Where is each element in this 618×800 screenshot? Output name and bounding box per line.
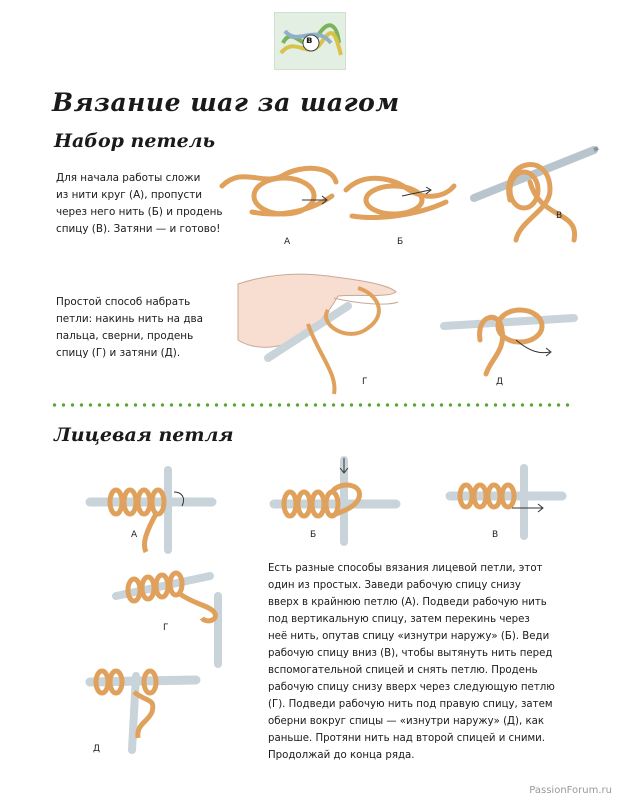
label-b: Б <box>397 237 404 247</box>
label-v: В <box>556 211 563 221</box>
illustration-yarn-pull-through <box>346 166 456 226</box>
illustration-knit-step-d <box>86 652 226 752</box>
text-line: рабочую спицу вниз (В), чтобы вытянуть нить перед <box>268 648 553 659</box>
text-line: спицу (В). Затяни — и готово! <box>56 223 221 235</box>
label-g: Г <box>362 377 368 387</box>
text-line: из нити круг (А), пропусти <box>56 189 203 201</box>
illustration-hand-with-yarn <box>238 254 408 394</box>
text-line: (Г). Подведи рабочую нить под правую спицу, затем <box>268 699 553 710</box>
illustration-needle-tighten <box>440 300 580 380</box>
knit-label-v: В <box>492 530 499 540</box>
text-line: оберни вокруг спицы — «изнутри наружу» (Д), как <box>268 716 545 727</box>
header-badge <box>274 12 346 70</box>
knit-label-b: Б <box>310 530 317 540</box>
illustration-needle-through-loop <box>470 140 600 250</box>
knit-label-g: Г <box>163 623 169 633</box>
illustration-knit-step-b <box>270 456 400 546</box>
text-line: один из простых. Заведи рабочую спицу снизу <box>268 580 521 591</box>
label-d: Д <box>496 377 504 387</box>
text-line: вверх в крайнюю петлю (А). Подведи рабочую нить <box>268 597 547 608</box>
text-line: пальца, сверни, продень <box>56 330 194 342</box>
text-line: петли: накинь нить на два <box>56 313 204 325</box>
knit-instructions <box>268 560 555 764</box>
knit-label-d: Д <box>93 744 101 754</box>
section-heading-cast-on: Набор петель <box>54 130 216 152</box>
text-line: через него нить (Б) и продень <box>56 206 223 218</box>
text-line: спицу (Г) и затяни (Д). <box>56 347 181 359</box>
text-line: раньше. Протяни нить над второй спицей и сними. <box>268 733 545 744</box>
dotted-divider <box>50 403 570 407</box>
text-line: рабочую спицу снизу вверх через следующую петлю <box>268 682 555 693</box>
text-line: под вертикальную спицу, затем перекинь через <box>268 614 530 625</box>
section-heading-knit-stitch: Лицевая петля <box>54 424 234 446</box>
page-title: Вязание шаг за шагом <box>52 88 400 117</box>
text-line: неё нить, опутав спицу «изнутри наружу» (Б). Веди <box>268 631 550 642</box>
illustration-yarn-loop <box>222 156 342 226</box>
text-line: Для начала работы сложи <box>56 172 201 184</box>
watermark: PassionForum.ru <box>529 785 612 796</box>
cast-on-text-2 <box>56 294 203 362</box>
illustration-knit-step-a <box>86 462 216 552</box>
badge-letter: в <box>306 35 313 46</box>
text-line: Простой способ набрать <box>56 296 191 308</box>
cast-on-text-1 <box>56 170 223 238</box>
text-line: Есть разные способы вязания лицевой петли, этот <box>268 563 543 574</box>
text-line: вспомогательной спицей и снять петлю. Продень <box>268 665 538 676</box>
label-a: А <box>284 237 291 247</box>
text-line: Продолжай до конца ряда. <box>268 750 415 761</box>
illustration-knit-step-v <box>446 462 566 542</box>
knit-label-a: А <box>131 530 138 540</box>
